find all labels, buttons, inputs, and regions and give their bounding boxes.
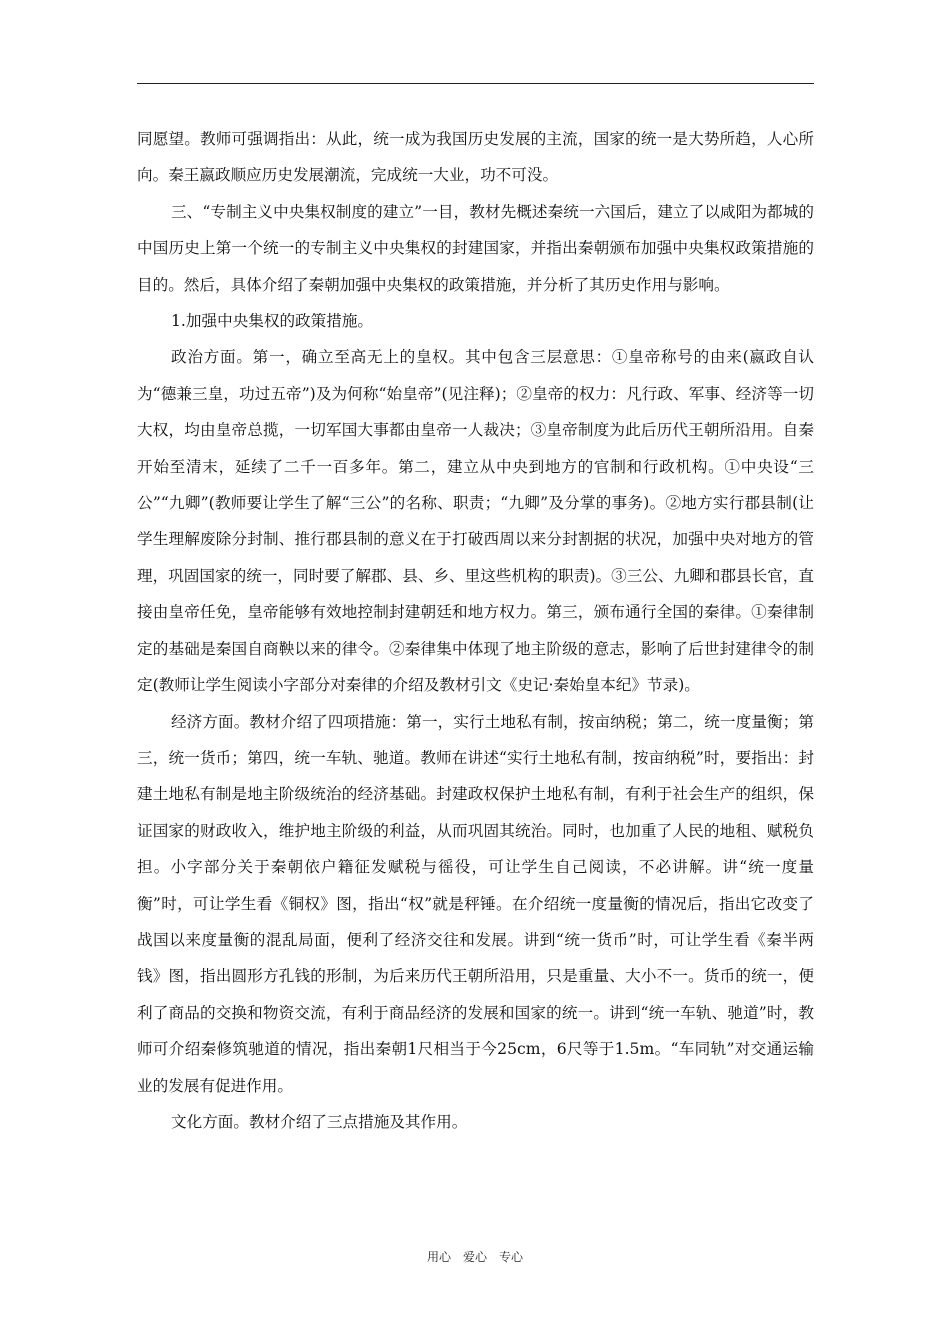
paragraph-subheading-measures: 1.加强中央集权的政策措施。 (171, 312, 374, 331)
page-footer: 用心 爱心 专心 (426, 1250, 523, 1264)
header-rule (137, 83, 814, 84)
paragraph-cultural: 文化方面。教材介绍了三点措施及其作用。 (171, 1112, 468, 1131)
paragraph-section-three: 三、“专制主义中央集权制度的建立”一目，教材先概述秦统一六国后，建立了以咸阳为都城的中国历史上第一个统一的专制主义中央集权的封建国家，并指出秦朝颁布加强中央集权政策措施的目的。然后，具体介绍了秦朝加强中央集权的政策措施，并分析了其历史作用与影响。 (137, 202, 814, 294)
paragraph-economic: 经济方面。教材介绍了四项措施：第一，实行土地私有制，按亩纳税；第二，统一度量衡；第三，统一货币；第四，统一车轨、驰道。教师在讲述“实行土地私有制，按亩纳税”时，要指出：封建土地私有制是地主阶级统治的经济基础。封建政权保护土地私有制，有利于社会生产的组织，保证国家的财政收入，维护地主阶级的利益，从而巩固其统治。同时，也加重了人民的地租、赋税负担。小字部分关于秦朝依户籍征发赋税与徭役，可让学生自己阅读，不必讲解。讲“统一度量衡”时，可让学生看《铜权》图，指出“权”就是秤锤。在介绍统一度量衡的情况后，指出它改变了战国以来度量衡的混乱局面，便利了经济交往和发展。讲到“统一货币”时，可让学生看《秦半两钱》图，指出圆形方孔钱的形制，为后来历代王朝所沿用，只是重量、大小不一。货币的统一，便利了商品的交换和物资交流，有利于商品经济的发展和国家的统一。讲到“统一车轨、驰道”时，教师可介绍秦修筑驰道的情况，指出秦朝1尺相当于今25cm，6尺等于1.5m。“车同轨”对交通运输业的发展有促进作用。 (137, 712, 814, 1095)
paragraph-continuation: 同愿望。教师可强调指出：从此，统一成为我国历史发展的主流，国家的统一是大势所趋，人心所向。秦王嬴政顺应历史发展潮流，完成统一大业，功不可没。 (137, 130, 814, 185)
document-body (137, 121, 814, 1140)
paragraph-political: 政治方面。第一，确立至高无上的皇权。其中包含三层意思：①皇帝称号的由来(嬴政自认为“德兼三皇，功过五帝”)及为何称“始皇帝”(见注释)；②皇帝的权力：凡行政、军事、经济等一切大权，均由皇帝总揽，一切军国大事都由皇帝一人裁决；③皇帝制度为此后历代王朝所沿用。自秦开始至清末，延续了二千一百多年。第二，建立从中央到地方的官制和行政机构。①中央设“三公”“九卿”(教师要让学生了解“三公”的名称、职责；“九卿”及分掌的事务)。②地方实行郡县制(让学生理解废除分封制、推行郡县制的意义在于打破西周以来分封割据的状况，加强中央对地方的管理，巩固国家的统一，同时要了解郡、县、乡、里这些机构的职责)。③三公、九卿和郡县长官，直接由皇帝任免，皇帝能够有效地控制封建朝廷和地方权力。第三，颁布通行全国的秦律。①秦律制定的基础是秦国自商鞅以来的律令。②秦律集中体现了地主阶级的意志，影响了后世封建律令的制定(教师让学生阅读小字部分对秦律的介绍及教材引文《史记·秦始皇本纪》节录)。 (137, 348, 814, 695)
